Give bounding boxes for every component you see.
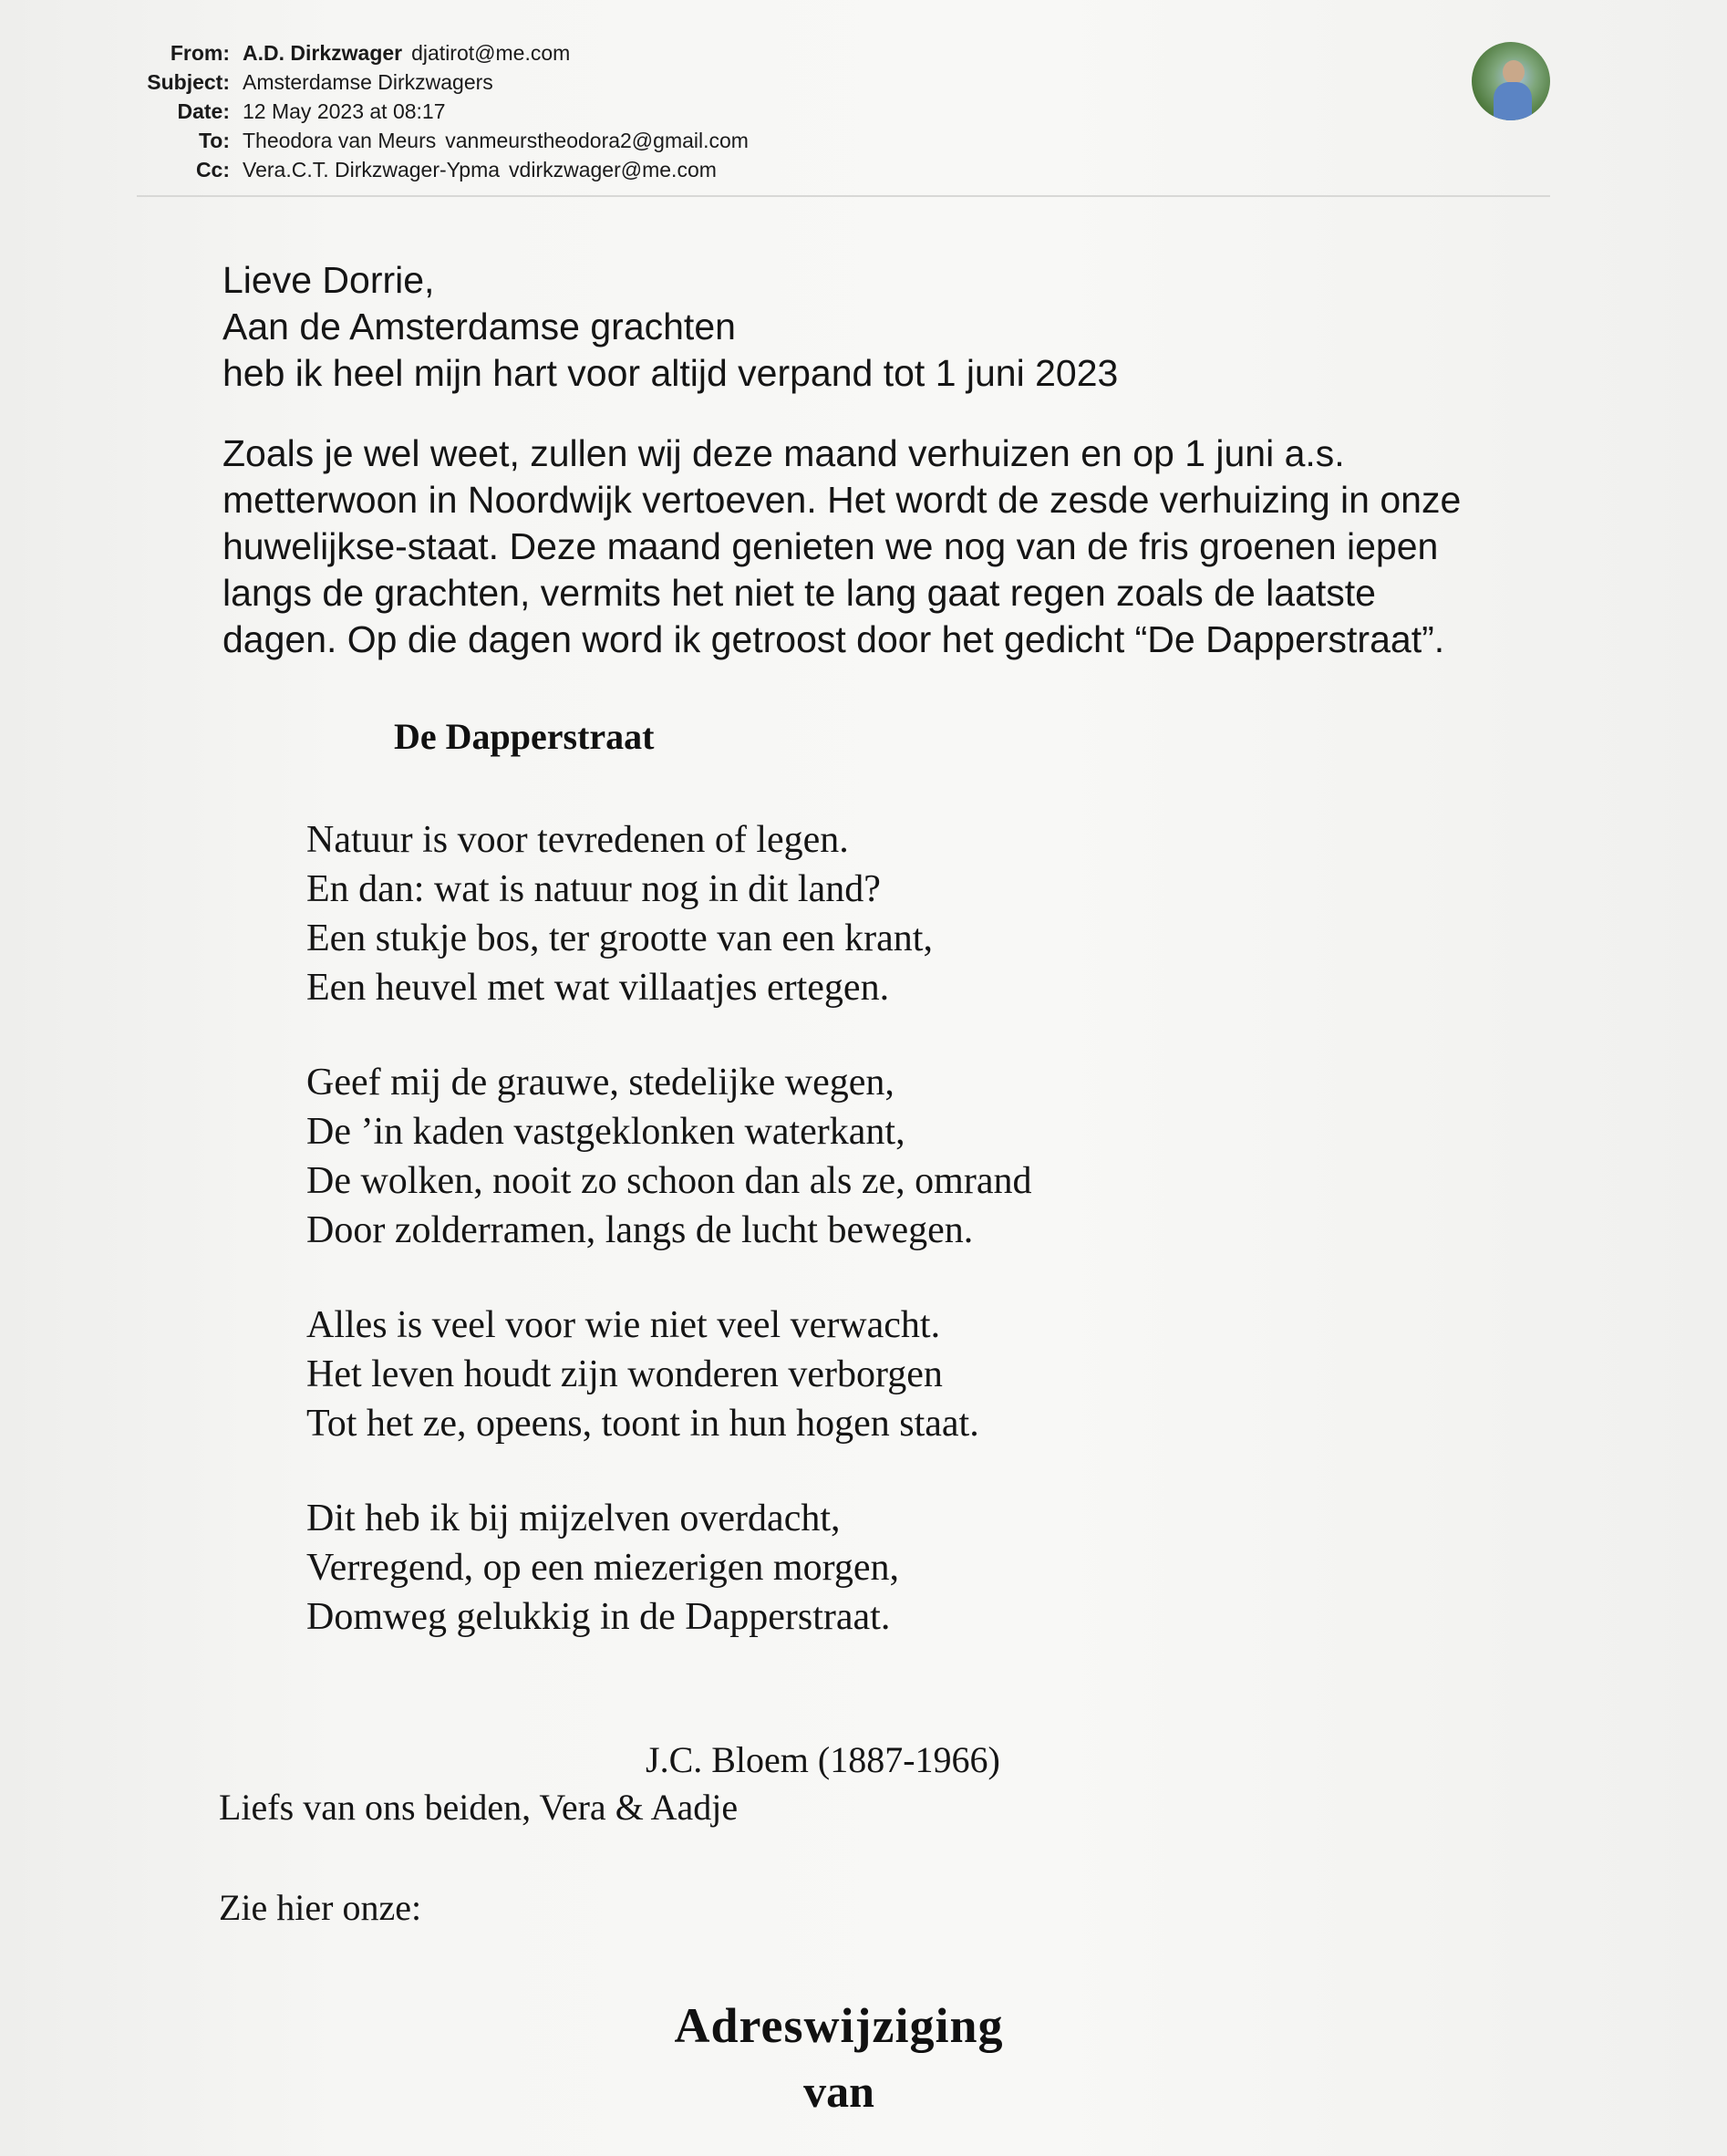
address-change-van: van — [803, 2066, 874, 2117]
poem-line: Tot het ze, opeens, toont in hun hogen staat. — [306, 1403, 979, 1445]
greeting-line: Lieve Dorrie, — [222, 259, 435, 301]
poem-body — [306, 815, 1031, 1687]
recipient-email[interactable]: vanmeurstheodora2@gmail.com — [445, 129, 749, 152]
intro-line: langs de grachten, vermits het niet te lang gaat regen zoals de laatste — [222, 572, 1376, 614]
poem-line: Verregend, op een miezerigen morgen, — [306, 1547, 899, 1589]
cc-row — [128, 155, 749, 184]
intro-line: Zoals je wel weet, zullen wij deze maand verhuizen en op 1 juni a.s. — [222, 432, 1345, 474]
greeting-line: heb ik heel mijn hart voor altijd verpand tot 1 juni 2023 — [222, 352, 1119, 394]
poem-line: Een heuvel met wat villaatjes ertegen. — [306, 967, 890, 1009]
poem-line: Het leven houdt zijn wonderen verborgen — [306, 1353, 943, 1395]
avatar-head-shape — [1503, 60, 1525, 84]
email-header — [128, 38, 749, 184]
from-label: From: — [170, 41, 230, 65]
poem-line: En dan: wat is natuur nog in dit land? — [306, 868, 881, 910]
poem-line: Door zolderramen, langs de lucht bewegen. — [306, 1209, 974, 1251]
to-row — [128, 126, 749, 155]
poem-line: Alles is veel voor wie niet veel verwacht. — [306, 1304, 941, 1346]
subject-label: Subject: — [147, 70, 230, 94]
subject-text: Amsterdamse Dirkzwagers — [243, 70, 493, 94]
cc-label: Cc: — [195, 158, 230, 181]
poem-stanza-3 — [306, 1301, 1031, 1448]
intro-line: dagen. Op die dagen word ik getroost door het gedicht “De Dapperstraat”. — [222, 618, 1445, 660]
poem-line: De wolken, nooit zo schoon dan als ze, omrand — [306, 1160, 1032, 1202]
to-label: To: — [198, 129, 230, 152]
sender-avatar — [1472, 42, 1550, 120]
greeting-line: Aan de Amsterdamse grachten — [222, 306, 736, 347]
avatar-body-shape — [1494, 82, 1532, 120]
recipient-name[interactable]: Theodora van Meurs — [243, 129, 437, 152]
letter-zie-hier: Zie hier onze: — [219, 1887, 422, 1928]
date-row — [128, 97, 749, 126]
poem-title: De Dapperstraat — [394, 716, 655, 757]
subject-row — [128, 67, 749, 97]
address-change-heading: Adreswijziging — [674, 1998, 1004, 2053]
cc-name[interactable]: Vera.C.T. Dirkzwager-Ypma — [243, 158, 501, 181]
intro-line: metterwoon in Noordwijk vertoeven. Het wordt de zesde verhuizing in onze — [222, 479, 1462, 521]
letter-greeting — [222, 257, 1118, 397]
poem-line: Dit heb ik bij mijzelven overdacht, — [306, 1498, 841, 1539]
intro-line: huwelijkse-staat. Deze maand genieten we nog van de fris groenen iepen — [222, 525, 1439, 567]
date-text: 12 May 2023 at 08:17 — [243, 99, 446, 123]
poem-line: Een stukje bos, ter grootte van een krant, — [306, 917, 933, 959]
poem-line: Natuur is voor tevredenen of legen. — [306, 819, 849, 861]
sender-email[interactable]: djatirot@me.com — [411, 41, 571, 65]
poem-stanza-2 — [306, 1058, 1031, 1255]
poem-line: Domweg gelukkig in de Dapperstraat. — [306, 1596, 891, 1638]
poem-stanza-1 — [306, 815, 1031, 1012]
poem-line: Geef mij de grauwe, stedelijke wegen, — [306, 1062, 895, 1104]
letter-signoff: Liefs van ons beiden, Vera & Aadje — [219, 1787, 739, 1828]
header-divider — [137, 195, 1550, 197]
poem-line: De ’in kaden vastgeklonken waterkant, — [306, 1111, 905, 1153]
cc-email[interactable]: vdirkzwager@me.com — [509, 158, 717, 181]
poem-author: J.C. Bloem (1887-1966) — [646, 1739, 1000, 1780]
date-label: Date: — [177, 99, 230, 123]
poem-stanza-4 — [306, 1494, 1031, 1642]
letter-intro-paragraph — [222, 430, 1461, 663]
sender-name[interactable]: A.D. Dirkzwager — [243, 41, 403, 65]
from-row — [128, 38, 749, 67]
